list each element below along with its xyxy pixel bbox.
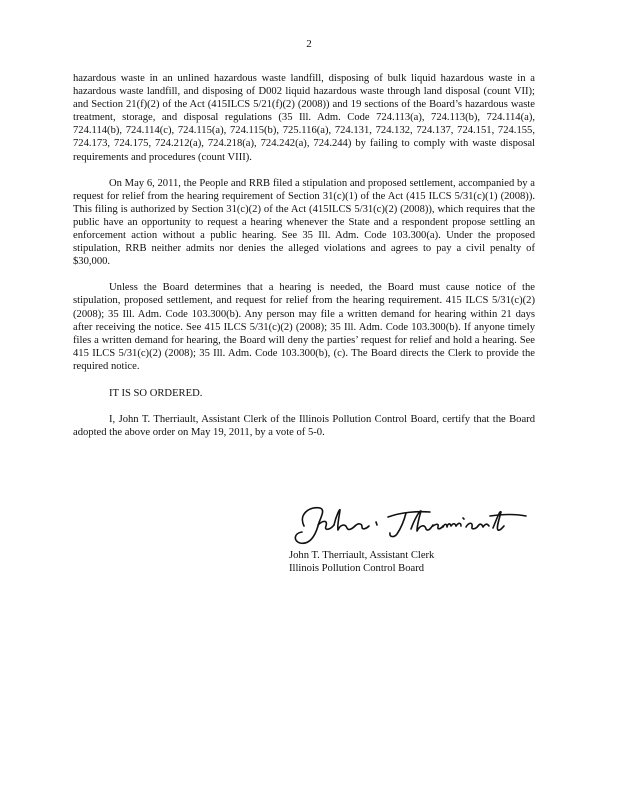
paragraph-count-viii: hazardous waste in an unlined hazardous waste landfill, disposing of bulk liquid hazardous waste in a hazardous waste landfill, and disposing of D002 liquid hazardous waste through land disposal (count VII); and Section 21(f)(2) of the Act (415ILCS 5/21(f)(2) (2008)) and 19 sections of the Board’s hazardous waste treatment, storage, and disposal regulations (35 Ill. Adm. Code 724.113(a), 724.113(b), 724.114(a), 724.114(b), 724.114(c), 724.115(a), 724.115(b), 725.116(a), 724.131, 724.132, 724.137, 724.151, 724.155, 724.173, 724.175, 724.212(a), 724.218(a), 724.242(a), 724.244) by failing to comply with waste disposal requirements and procedures (count VIII). [73,73,535,163]
order-body [73,72,535,439]
handwritten-signature [290,498,530,550]
signature-block [289,549,529,575]
paragraph-stipulation-filing: On May 6, 2011, the People and RRB filed a stipulation and proposed settlement, accompanied by a request for relief from the hearing requirement of Section 31(c)(1) of the Act (415 ILCS 5/31(c)(1) (2008)). This filing is authorized by Section 31(c)(2) of the Act (415ILCS 5/31(c)(2) (2008)), which requires that the public have an opportunity to request a hearing whenever the State and a respondent propose settling an enforcement action without a public hearing. See 35 Ill. Adm. Code 103.300(a). Under the proposed stipulation, RRB neither admits nor denies the alleged violations and agrees to pay a civil penalty of $30,000. [73,177,535,268]
paragraph-hearing-notice: Unless the Board determines that a hearing is needed, the Board must cause notice of the stipulation, proposed settlement, and request for relief from the hearing requirement. 415 ILCS 5/31(c)(2) (2008); 35 Ill. Adm. Code 103.300(b). Any person may file a written demand for hearing within 21 days after receiving the notice. See 415 ILCS 5/31(c)(2) (2008); 35 Ill. Adm. Code 103.300(b). If anyone timely files a written demand for hearing, the Board will deny the parties’ request for relief and hold a hearing. See 415 ILCS 5/31(c)(2) (2008); 35 Ill. Adm. Code 103.300(b), (c). The Board directs the Clerk to provide the required notice. [73,282,535,372]
signer-organization: Illinois Pollution Control Board [289,563,425,575]
signer-name-title: John T. Therriault, Assistant Clerk [289,550,435,561]
paragraph-so-ordered: IT IS SO ORDERED. [109,387,203,399]
page-number: 2 [306,38,312,50]
paragraph-certification: I, John T. Therriault, Assistant Clerk of the Illinois Pollution Control Board, certify that the Board adopted the above order on May 19, 2011, by a vote of 5-0. [73,414,535,439]
